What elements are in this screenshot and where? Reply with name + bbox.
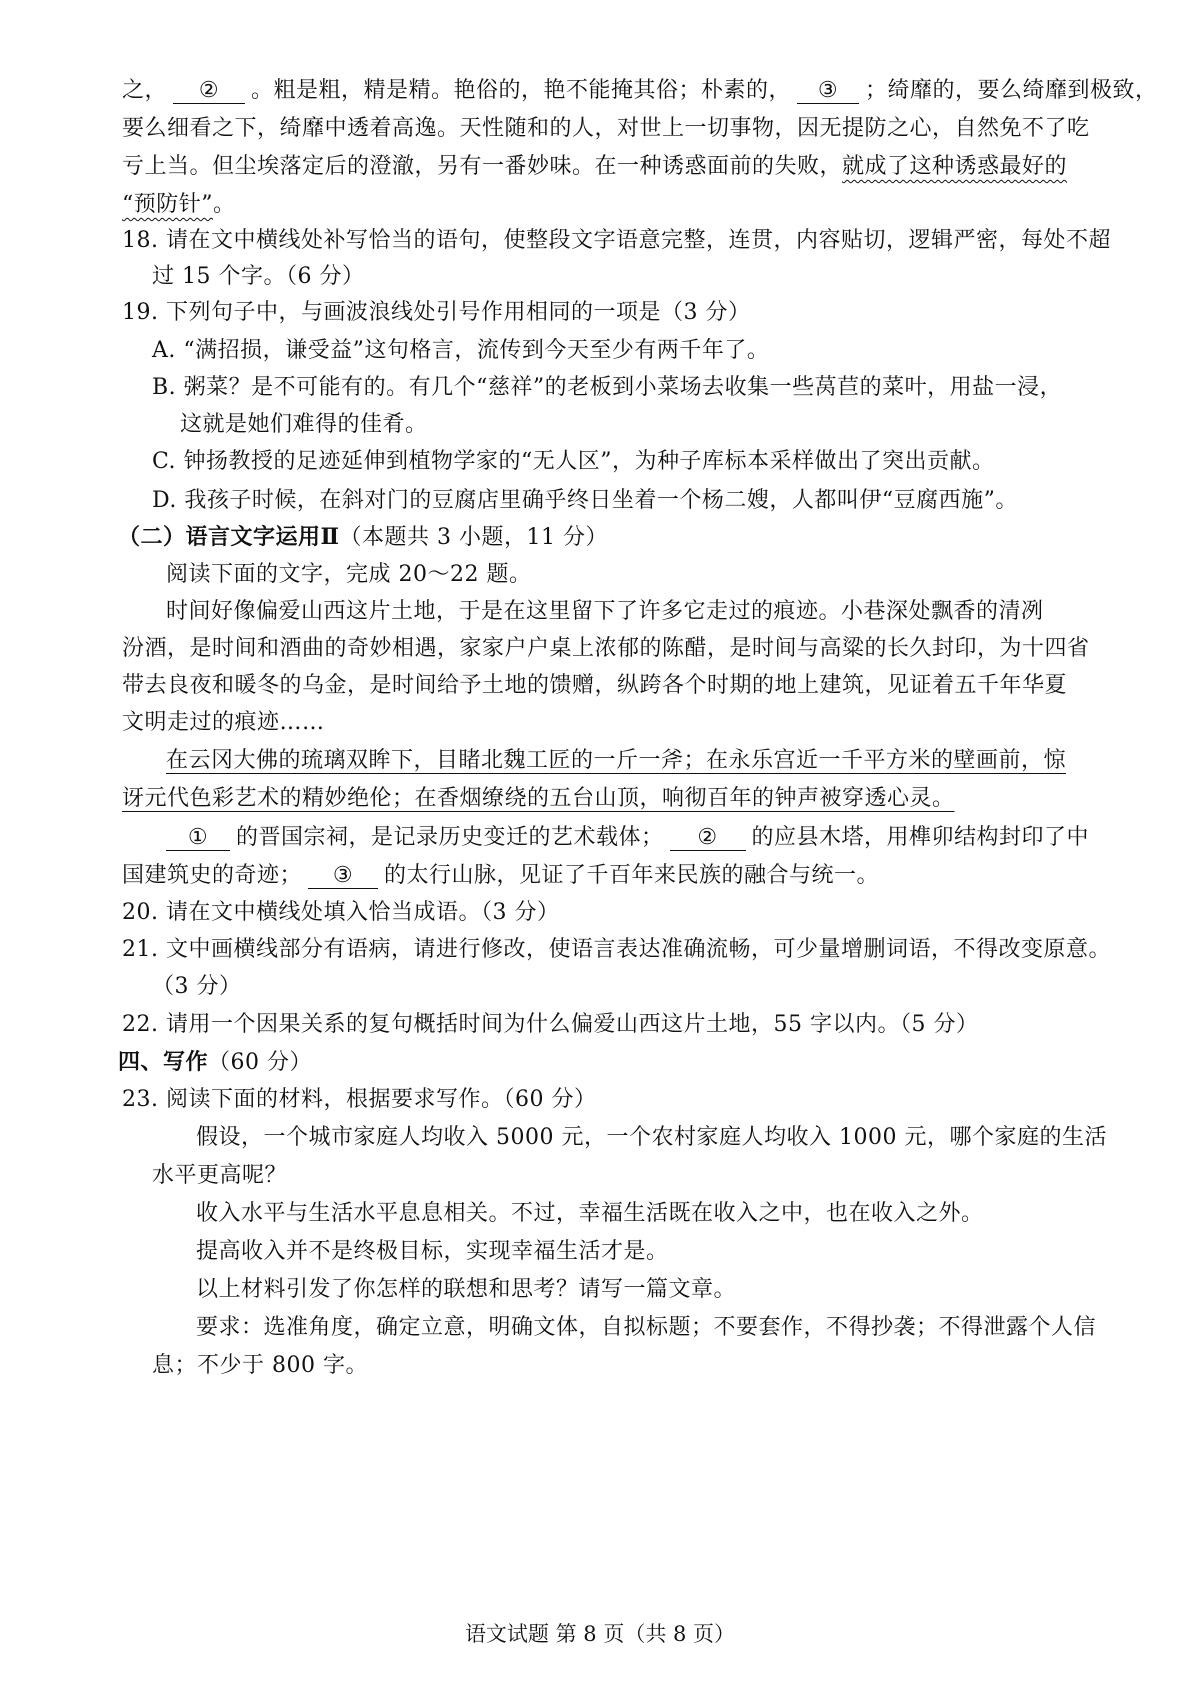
question-23: 23. 阅读下面的材料，根据要求写作。（60 分） — [122, 1087, 597, 1112]
option-d: D. 我孩子时候，在斜对门的豆腐店里确乎终日坐着一个杨二嫂，人都叫伊“豆腐西施”。 — [152, 488, 1018, 513]
question-21-cont: （3 分） — [152, 974, 242, 999]
section-2-heading — [118, 522, 608, 553]
section-title: （二）语言文字运用Ⅱ — [118, 524, 340, 550]
page-footer: 语文试题 第 8 页（共 8 页） — [464, 1622, 736, 1646]
material-line1-cont: 水平更高呢？ — [152, 1163, 288, 1188]
passage1-text: ；绮靡的，要么绮靡到极致， — [865, 78, 1158, 103]
question-19: 19. 下列句子中，与画波浪线处引号作用相同的一项是（3 分） — [122, 300, 751, 325]
material-line2: 收入水平与生活水平息息相关。不过，幸福生活既在收入之中，也在收入之外。 — [196, 1201, 984, 1226]
passage1-text: 亏上当。但尘埃落定后的澄澈，另有一番妙味。在一种诱惑面前的失败， — [122, 154, 843, 179]
passage2-text: 的太行山脉，见证了千百年来民族的融合与统一。 — [384, 863, 880, 888]
wavy-underlined-text: “预防针” — [122, 192, 213, 217]
passage1-text: 之， — [122, 78, 168, 103]
option-a: A. “满招损，谦受益”这句格言，流传到今天至少有两千年了。 — [152, 338, 770, 363]
blank-3[interactable]: ③ — [308, 864, 378, 889]
passage2-text: 的晋国宗祠，是记录历史变迁的艺术载体； — [236, 825, 664, 850]
reading-instruction: 阅读下面的文字，完成 20～22 题。 — [166, 562, 532, 587]
fill-blank-line1 — [166, 823, 1089, 853]
question-20: 20. 请在文中横线处填入恰当成语。（3 分） — [122, 900, 560, 925]
section-title: 四、写作 — [118, 1049, 209, 1075]
passage2-text: 国建筑史的奇迹； — [122, 863, 303, 888]
passage1-line3 — [122, 152, 1067, 182]
writing-requirements: 要求：选准角度，确定立意，明确文体，自拟标题；不要套作，不得抄袭；不得泄露个人信 — [196, 1315, 1097, 1340]
material-line1: 假设，一个城市家庭人均收入 5000 元，一个农村家庭人均收入 1000 元，哪个家庭的生活 — [196, 1125, 1107, 1150]
blank-1[interactable]: ① — [166, 826, 230, 851]
underlined-text: 在云冈大佛的琉璃双眸下，目睹北魏工匠的一斤一斧；在永乐宫近一千平方米的壁画前，惊 — [166, 748, 1067, 773]
section-meta: （60 分） — [208, 1050, 313, 1075]
question-22: 22. 请用一个因果关系的复句概括时间为什么偏爱山西这片土地，55 字以内。（5 分） — [122, 1012, 979, 1037]
passage2-text: 的应县木塔，用榫卯结构封印了中 — [751, 825, 1090, 850]
passage2-line4: 文明走过的痕迹…… — [122, 710, 325, 735]
option-c: C. 钟扬教授的足迹延伸到植物学家的“无人区”，为种子库标本采样做出了突出贡献。 — [152, 449, 995, 474]
passage1-line1 — [122, 76, 1158, 106]
question-18: 18. 请在文中横线处补写恰当的语句，使整段文字语意完整，连贯，内容贴切，逻辑严密，每处不超 — [122, 228, 1111, 253]
underlined-sentence-line1 — [166, 746, 1066, 776]
passage2-line3: 带去良夜和暖冬的乌金，是时间给予土地的馈赠，纵跨各个时期的地上建筑，见证着五千年华夏 — [122, 673, 1068, 698]
fill-blank-line2 — [122, 861, 879, 891]
underlined-sentence-line2 — [122, 784, 955, 814]
wavy-underlined-text: 就成了这种诱惑最好的 — [842, 154, 1068, 179]
question-21: 21. 文中画横线部分有语病，请进行修改，使语言表达准确流畅，可少量增删词语，不得改变原意。 — [122, 937, 1111, 962]
option-b-cont: 这就是她们难得的佳肴。 — [180, 412, 428, 437]
writing-requirements-cont: 息；不少于 800 字。 — [152, 1353, 368, 1378]
passage1-text: 。 — [213, 192, 236, 217]
section-4-heading — [118, 1047, 312, 1078]
underlined-text: 讶元代色彩艺术的精妙绝伦；在香烟缭绕的五台山顶，响彻百年的钟声被穿透心灵。 — [122, 786, 955, 811]
question-18-cont: 过 15 个字。（6 分） — [152, 264, 365, 289]
section-meta: （本题共 3 小题，11 分） — [339, 525, 609, 550]
blank-3[interactable]: ③ — [797, 79, 859, 104]
passage1-line4 — [122, 190, 236, 220]
material-line3: 提高收入并不是终极目标，实现幸福生活才是。 — [196, 1239, 669, 1264]
passage1-text: 。粗是粗，精是精。艳俗的，艳不能掩其俗；朴素的， — [251, 78, 792, 103]
passage2-line2: 汾酒，是时间和酒曲的奇妙相遇，家家户户桌上浓郁的陈醋，是时间与高粱的长久封印，为十四省 — [122, 636, 1090, 661]
blank-2[interactable]: ② — [670, 826, 746, 851]
material-line4: 以上材料引发了你怎样的联想和思考？请写一篇文章。 — [196, 1277, 737, 1302]
passage1-line2: 要么细看之下，绮靡中透着高逸。天性随和的人，对世上一切事物，因无提防之心，自然免不了吃 — [122, 116, 1090, 141]
passage2-line1: 时间好像偏爱山西这片土地，于是在这里留下了许多它走过的痕迹。小巷深处飘香的清冽 — [166, 599, 1044, 624]
option-b: B. 粥菜？是不可能有的。有几个“慈祥”的老板到小菜场去收集一些莴苣的菜叶，用盐一浸， — [152, 375, 1063, 400]
blank-2[interactable]: ② — [173, 79, 245, 104]
